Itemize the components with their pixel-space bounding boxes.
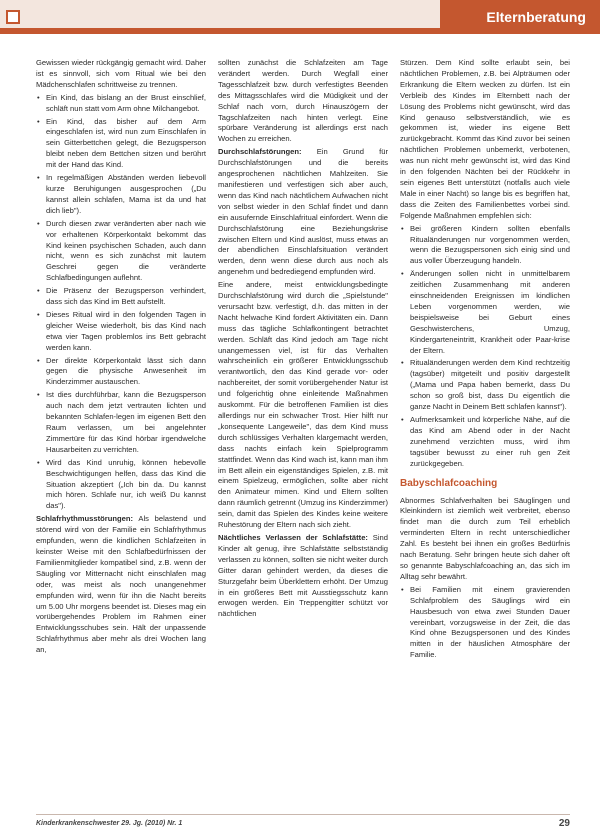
list-item: • In regelmäßigen Abständen werden liebevoll kurze Beruhigungen ausgesprochen („Du kannst allein schlafen, Mama ist da und hat dich lieb").	[46, 173, 206, 217]
article-body	[36, 58, 570, 802]
column-2	[218, 58, 388, 802]
publication-info: Kinderkrankenschwester 29. Jg. (2010) Nr. 1	[36, 820, 183, 827]
durchschlaf-paragraph-2: Eine andere, meist entwicklungsbedingte Durchschlafstörung wird durch die „Spielstunde" verursacht bzw. verfestigt, d.h. das mitten in der Nacht helwache Kind fordert Aktivitäten ein. Dann muss das tägliche Schlafkontingent betrachtet werden. Schläft das Kind jedoch am Tage nicht unangemessen viel, ist für das Verhalten wahrscheinlich ein größerer Entwicklungsschub verantwortlich, den das Kind gerade vor- oder nachbereitet, der somit vorübergehender Natur ist und folgerichtig ohne einleitende Maßnahmen auskommt. Für die betroffenen Familien ist dies allerdings nur ein schwacher Trost. Hier hilft nur „konsequente Langeweile", das dem Kind muss durch schlüssiges Verhalten klargemacht werden, dass nachts einfach kein Spielprogramm stattfindet. Wenn das Kind wach ist, kann man ihm im Bett allein ein eigenständiges Spielen, z.B. mit einem Spielzeug, ermöglichen, sollte aber nicht den Animateur mimen. Kind und Eltern sollten dann räumlich getrennt (Umzug ins Kinderzimmer) sein, damit das Spielen des Kindes keine weitere Ruhestörung der Eltern nach sich zieht.	[218, 280, 388, 530]
verlassen-heading: Nächtliches Verlassen der Schlafstätte:	[218, 532, 368, 542]
coaching-heading: Babyschlafcoaching	[400, 477, 498, 489]
verlassen-text: Sind Kinder alt genug, ihre Schlafstätte selbstständig verlassen zu können, sollten sie nicht weiter durch Gitter daran gehindert werden, da dieses die Sturzgefahr beim Überklettern erhöht. Der Umzug in ein größeres Bett mit Ausstiegsschutz kann erwogen werden. Ein Treppengitter schützt vor nächtlichen	[218, 532, 388, 619]
coaching-list	[400, 585, 570, 661]
durchschlaf-text: Ein Grund für Durchschlafstörungen und die bereits angesprochenen nächtlichen Mahlzeiten. Sie manifestieren und verfestigen sich aber auch, wenn das Kind nach nächtlichem Aufwachen nicht von selbst wieder in den Schlaf findet und dann ein ausufernde Einschlafritual einfordert. Wenn die Durchschlafstörung eine Beziehungskrise zwischen Eltern und Kind auslöst, muss etwas an der abendlichen Einschlafsituation verändert werden, denn wenn diese durch aus noch als angenehm und bedrediegend empfunden wird.	[218, 147, 388, 277]
column-2-intro: sollten zunächst die Schlafzeiten am Tage verändert werden. Durch Wegfall einer Tagesschlafzeit bzw. durch verfestigtes Beenden des Mittagsschlafes wird die Müdigkeit und der Schlaf nach vorn, durch Hinauszögern der Tagschlafzeiten nach hinten verlegt. Eine spürbare Veränderung ist allerdings erst nach Wochen zu erreichen.	[218, 58, 388, 144]
list-item: • Die Präsenz der Bezugsperson verhindert, dass sich das Kind im Bett aufstellt.	[46, 286, 206, 308]
list-item: • Änderungen sollen nicht in unmittelbarem zeitlichen Zusammenhang mit anderen einschneidenden Ereignissen im kindlichen Leben vorgenommen werden, wie beispielsweise bei Geburt eines Geschwisterchens, Umzug, Kindergarteneintritt, Krankheit oder Paar-krise der Eltern.	[410, 269, 570, 356]
measures-list	[400, 224, 570, 470]
column-3	[400, 58, 570, 802]
list-item: • Bei größeren Kindern sollten ebenfalls Ritualänderungen nur vorgenommen werden, wenn die Bezugspersonen sich einig sind und aus voller Überzeugung handeln.	[410, 224, 570, 268]
list-item: • Ist dies durchführbar, kann die Bezugsperson auch nach dem jetzt vertrauten lichten und bekannten Schlafen-legen im eigenen Bett den Raum verlassen, um bei angelehnter Zimmertüre für das Kind hörbar irgendwelche Hausarbeiten zu verrichten.	[46, 390, 206, 455]
column-1-intro: Gewissen wieder rückgängig gemacht wird. Daher ist es sinnvoll, sich vom Ritual wie bei den Mädchenschlafen schrittweise zu trennen.	[36, 58, 206, 89]
ritual-steps-list	[36, 93, 206, 513]
schlafrhythmus-text: Als belastend und störend wird von der Familie ein Schlafrhythmus empfunden, wenn die kindlichen Schlafzeiten in keinster Weise mit den Schlafbedürfnissen der Familienmitglieder kompatibel sind, z.B. wenn der Säugling vor Mitternacht nicht einschlafen mag oder, was meist als noch unangenehmer empfunden wird, wenn für ihn die Nacht bereits um 5.00 Uhr morgens beendet ist. Dieses mag ein vorübergehendes Problem im Rahmen einer Entwicklungsschubes sein. Hält der unpassende Schlafrhythmus aber mehr als drei Wochen lang an,	[36, 514, 206, 655]
durchschlaf-paragraph	[218, 147, 388, 278]
column-3-intro: Stürzen. Dem Kind sollte erlaubt sein, bei nächtlichen Problemen, z.B. bei Alpträumen oder Erkrankung die Eltern wecken zu dürfen. Ist ein Verbleib des Kindes im Elternbett nach der Lösung des Problems nicht gewünscht, wird das Kind genauso selbstverständlich, wie es gekommen ist, wieder ins eigene Bett zurückgebracht. Kommt das Kind zuvor bei seinen nächtlichen Problemen unbemerkt, verbotenen, was nun nicht mehr gewünscht ist, wird das Kind in den folgenden Nächten bei der Rückkehr in sein eigenes Bett unterstützt (notfalls auch viele Male in einer Nacht) so lange bis es begriffen hat, dass die Zeiten des Familienbettes vorbei sind. Folgende Maßnahmen empfehlen sich:	[400, 58, 570, 220]
schlafrhythmus-paragraph	[36, 514, 206, 656]
list-item: • Wird das Kind unruhig, können hebevolle Beschwichtigungen helfen, dass das Kind die Situation akzeptiert („Ich bin da. Du kannst mich hören. Schlafe nur, ich weiß Du kannst das").	[46, 458, 206, 513]
column-1	[36, 58, 206, 802]
list-item: • Ein Kind, das bislang an der Brust einschlief, schläft nun statt vom Arm ohne Milchangebot.	[46, 93, 206, 115]
page-number: 29	[558, 818, 570, 829]
verlassen-paragraph	[218, 533, 388, 620]
list-item: • Der direkte Körperkontakt lässt sich dann gegen die physische Anwesenheit im Kinderzimmer austauschen.	[46, 356, 206, 389]
section-label: Elternberatung	[440, 0, 600, 34]
corner-marker-icon	[6, 10, 20, 24]
list-item: • Aufmerksamkeit und körperliche Nähe, auf die das Kind am Abend oder in der Nacht zunehmend verzichten muss, wird ihm tagsüber bewusst zu einer ruh gen Zeit zurückgegeben.	[410, 415, 570, 470]
schlafrhythmus-heading: Schlafrhythmusstörungen:	[36, 514, 134, 524]
list-item: • Dieses Ritual wird in den folgenden Tagen in gleicher Weise wiederholt, bis das Kind nach etwa vier Tagen problemlos ins Bett gebracht werden kann.	[46, 310, 206, 354]
footer-rule	[36, 814, 570, 815]
list-item: • Ritualänderungen werden dem Kind rechtzeitig (tagsüber) mitgeteilt und positiv dargestellt („Mama und Papa haben bemerkt, dass Du schon so groß bist, dass Du eigentlich die ganze Nacht in Deinem Bett schlafen kannst").	[410, 358, 570, 413]
list-item: • Ein Kind, das bisher auf dem Arm eingeschlafen ist, wird nun zum Einschlafen in sein Gitterbettchen gelegt, die Bezugsperson bleibt neben dem Bettchen sitzen und berührt mit der Hand das Kind.	[46, 117, 206, 172]
list-item: • Durch diesen zwar veränderten aber nach wie vor erhaltenen Körperkontakt bekommt das Kind keinen psychischen Schaden, auch dann nicht, wenn es sich zunächst mit lautem Geschrei gegen die veränderte Schlafbedingungen auflehnt.	[46, 219, 206, 284]
page-footer	[36, 818, 570, 832]
list-item: • Bei Familien mit einem gravierenden Schlafproblem des Säuglings wird ein Hausbesuch von etwa zwei Stunden Dauer vereinbart, vorzugsweise in der Zeit, die das Kind ohne Bezugspersonen und des Kindes mitten in der häuslichen Atmosphäre der Familie.	[410, 585, 570, 661]
coaching-paragraph: Abnormes Schlafverhalten bei Säuglingen und Kleinkindern ist ziemlich weit verbreitet, ebenso findet man die durch zum Teil erheblich verminderten Eltern in recht unterschiedlicher Zahl. Es besteht bei ihnen ein großes Bedürfnis nach Beratung. Sehr bringen heute sich daher oft so genannte Babyschlafcoaching an, das sich im Alltag sehr bewährt.	[400, 495, 570, 581]
durchschlaf-heading: Durchschlafstörungen:	[218, 147, 302, 157]
